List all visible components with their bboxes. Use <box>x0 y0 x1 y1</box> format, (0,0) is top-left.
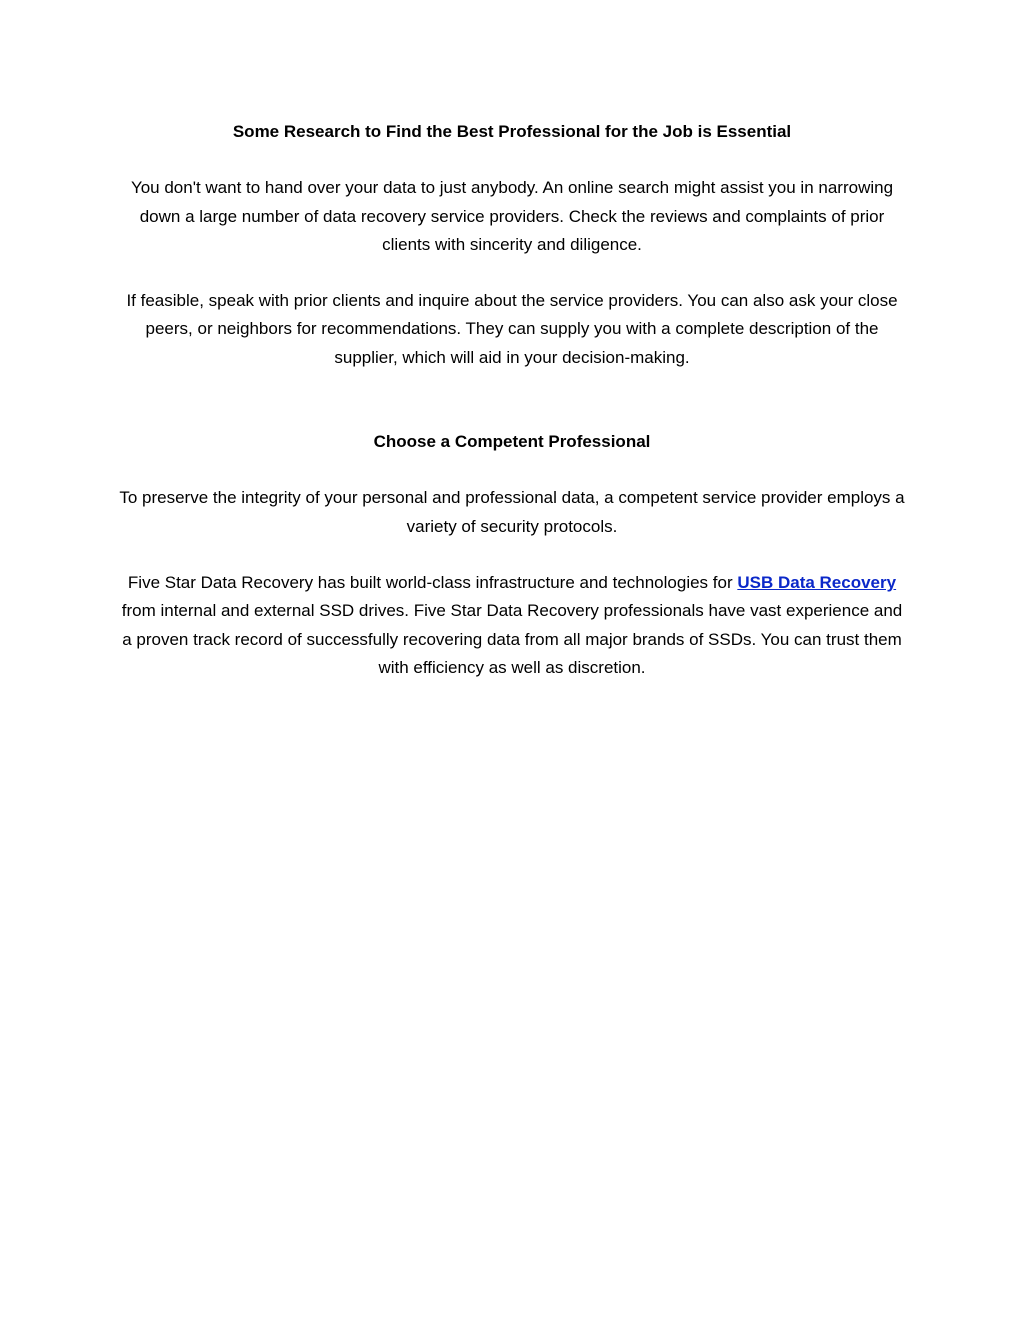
usb-data-recovery-link[interactable]: USB Data Recovery <box>737 572 897 592</box>
spacer <box>118 456 906 484</box>
paragraph-security-protocols: To preserve the integrity of your personal and professional data, a competent service provider employs a variety of security protocols. <box>119 488 905 536</box>
section-heading-research: Some Research to Find the Best Professional for the Job is Essential <box>232 122 792 141</box>
paragraph-prior-clients: If feasible, speak with prior clients and inquire about the service providers. You can also ask your close peers, or neighbors for recommendations. They can supply you with a complete description of the supplier, which will aid in your decision-making. <box>126 291 898 367</box>
paragraph-five-star-intro: Five Star Data Recovery has built world-class infrastructure and technologies for <box>127 572 738 592</box>
spacer <box>118 541 906 569</box>
paragraph-five-star-rest: from internal and external SSD drives. Five Star Data Recovery professionals have vast experience and a proven track record of successfully recovering data from all major brands of SSDs. You can trust them with efficiency as well as discretion. <box>121 601 903 677</box>
spacer <box>118 146 906 174</box>
spacer <box>118 372 906 428</box>
document-page <box>118 118 906 682</box>
paragraph-online-search: You don't want to hand over your data to just anybody. An online search might assist you in narrowing down a large number of data recovery service providers. Check the reviews and complaints of prior clients with sincerity and diligence. <box>130 178 894 254</box>
section-heading-competent: Choose a Competent Professional <box>373 432 651 452</box>
paragraph-five-star <box>118 569 906 682</box>
spacer <box>118 259 906 287</box>
